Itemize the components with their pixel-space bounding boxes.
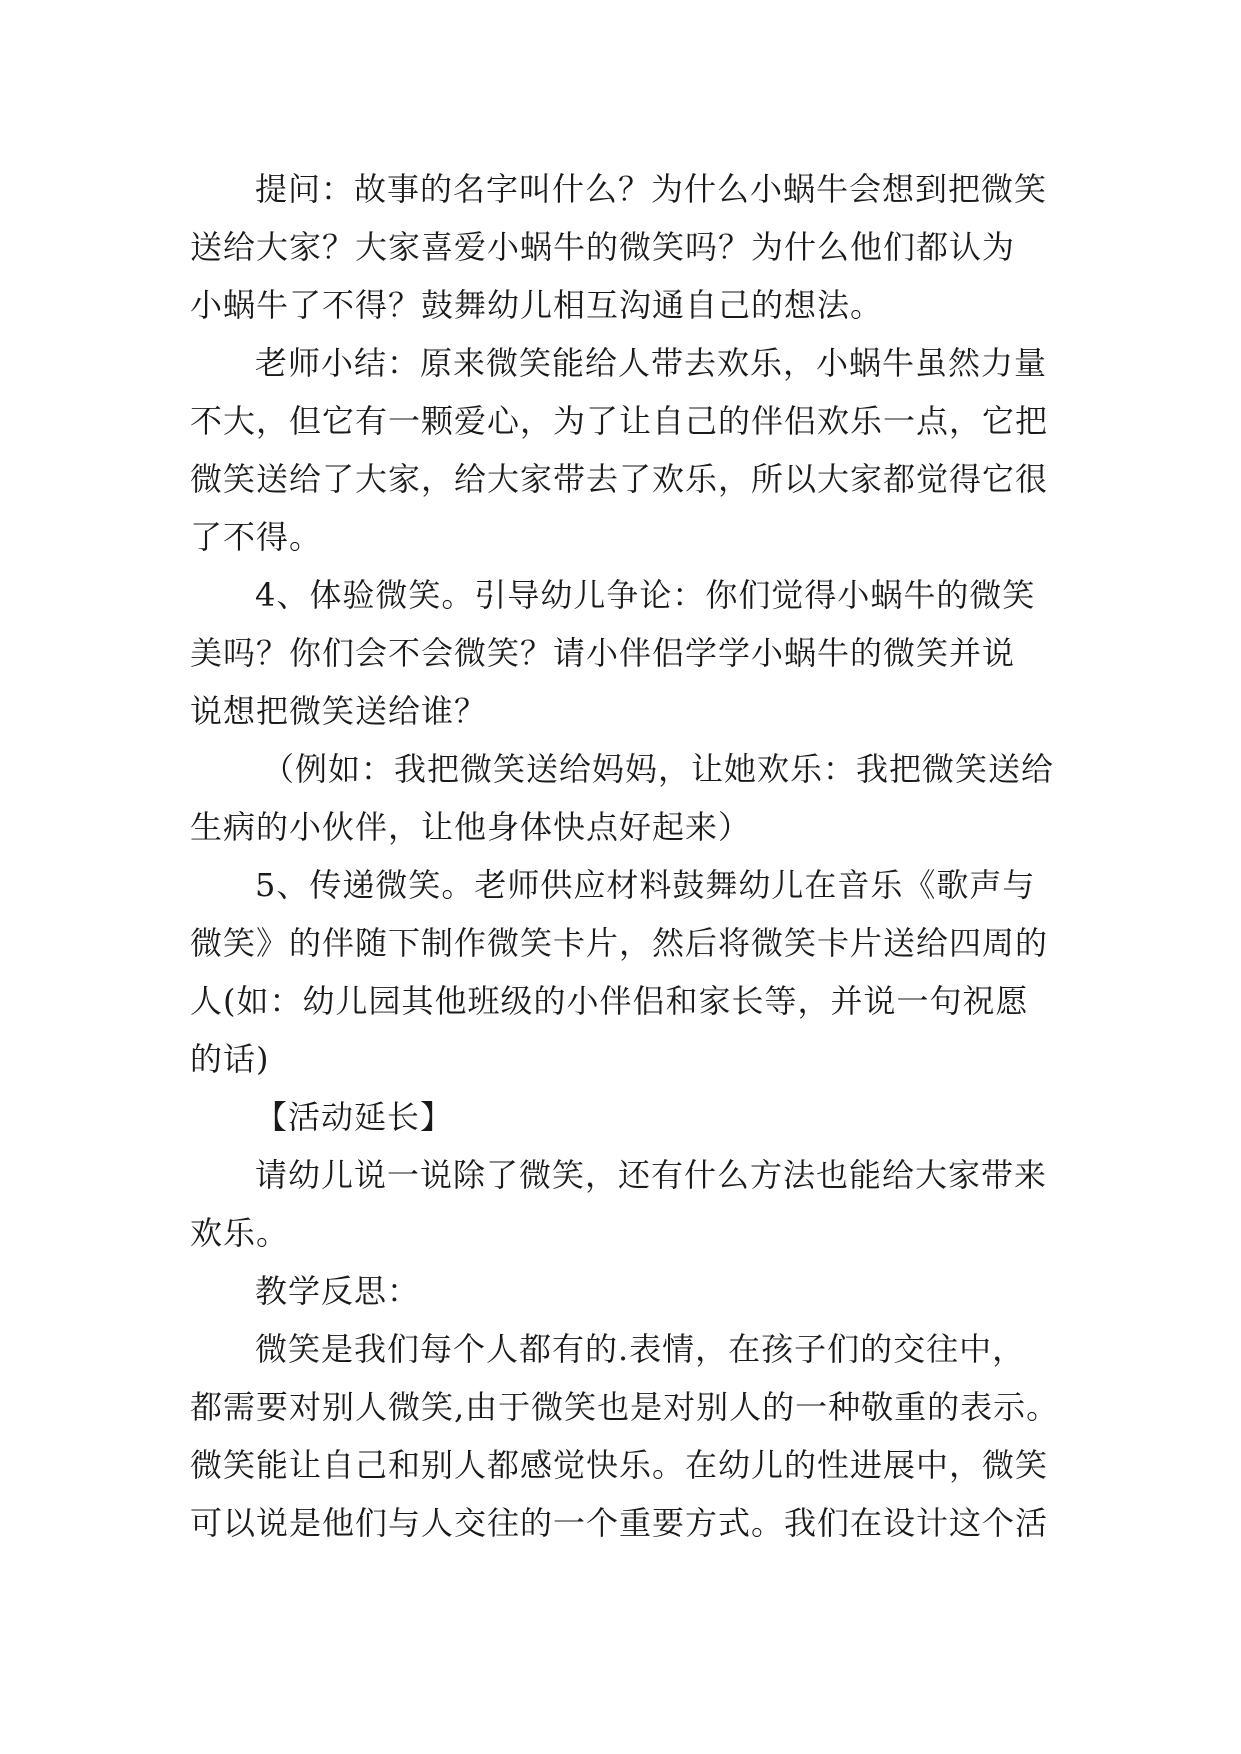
- section-heading: 【活动延长】: [255, 1098, 454, 1136]
- section-heading: 教学反思：: [255, 1272, 421, 1310]
- text-line: （例如：我把微笑送给妈妈，让她欢乐：我把微笑送给: [262, 750, 1055, 788]
- text-line: 不大，但它有一颗爱心，为了让自己的伴侣欢乐一点，它把: [190, 402, 1049, 440]
- text-line: 都需要对别人微笑,由于微笑也是对别人的一种敬重的表示。: [190, 1388, 1060, 1426]
- document-body: [190, 160, 1060, 1552]
- text-line: 4、体验微笑。引导幼儿争论：你们觉得小蜗牛的微笑: [255, 576, 1036, 614]
- text-line: 的话): [190, 1040, 270, 1078]
- text-line: 送给大家？大家喜爱小蜗牛的微笑吗？为什么他们都认为: [190, 228, 1016, 266]
- text-line: 微笑送给了大家，给大家带去了欢乐，所以大家都觉得它很: [190, 460, 1049, 498]
- text-line: 美吗？你们会不会微笑？请小伴侣学学小蜗牛的微笑并说: [190, 634, 1016, 672]
- text-line: 微笑能让自己和别人都感觉快乐。在幼儿的性进展中，微笑: [190, 1446, 1049, 1484]
- text-line: 了不得。: [190, 518, 323, 556]
- text-line: 说想把微笑送给谁？: [190, 692, 488, 730]
- text-line: 可以说是他们与人交往的一个重要方式。我们在设计这个活: [190, 1504, 1049, 1542]
- text-line: 小蜗牛了不得？鼓舞幼儿相互沟通自己的想法。: [190, 286, 884, 324]
- text-line: 生病的小伙伴，让他身体快点好起来）: [190, 808, 752, 846]
- text-line: 人(如：幼儿园其他班级的小伴侣和家长等，并说一句祝愿: [190, 982, 1029, 1020]
- text-line: 老师小结：原来微笑能给人带去欢乐，小蜗牛虽然力量: [255, 344, 1048, 382]
- text-line: 提问：故事的名字叫什么？为什么小蜗牛会想到把微笑: [255, 170, 1048, 208]
- text-line: 欢乐。: [190, 1214, 290, 1252]
- text-line: 微笑》的伴随下制作微笑卡片，然后将微笑卡片送给四周的: [190, 924, 1049, 962]
- text-line: 请幼儿说一说除了微笑，还有什么方法也能给大家带来: [255, 1156, 1048, 1194]
- text-line: 微笑是我们每个人都有的.表情，在孩子们的交往中，: [255, 1330, 1026, 1368]
- text-line: 5、传递微笑。老师供应材料鼓舞幼儿在音乐《歌声与: [255, 866, 1036, 904]
